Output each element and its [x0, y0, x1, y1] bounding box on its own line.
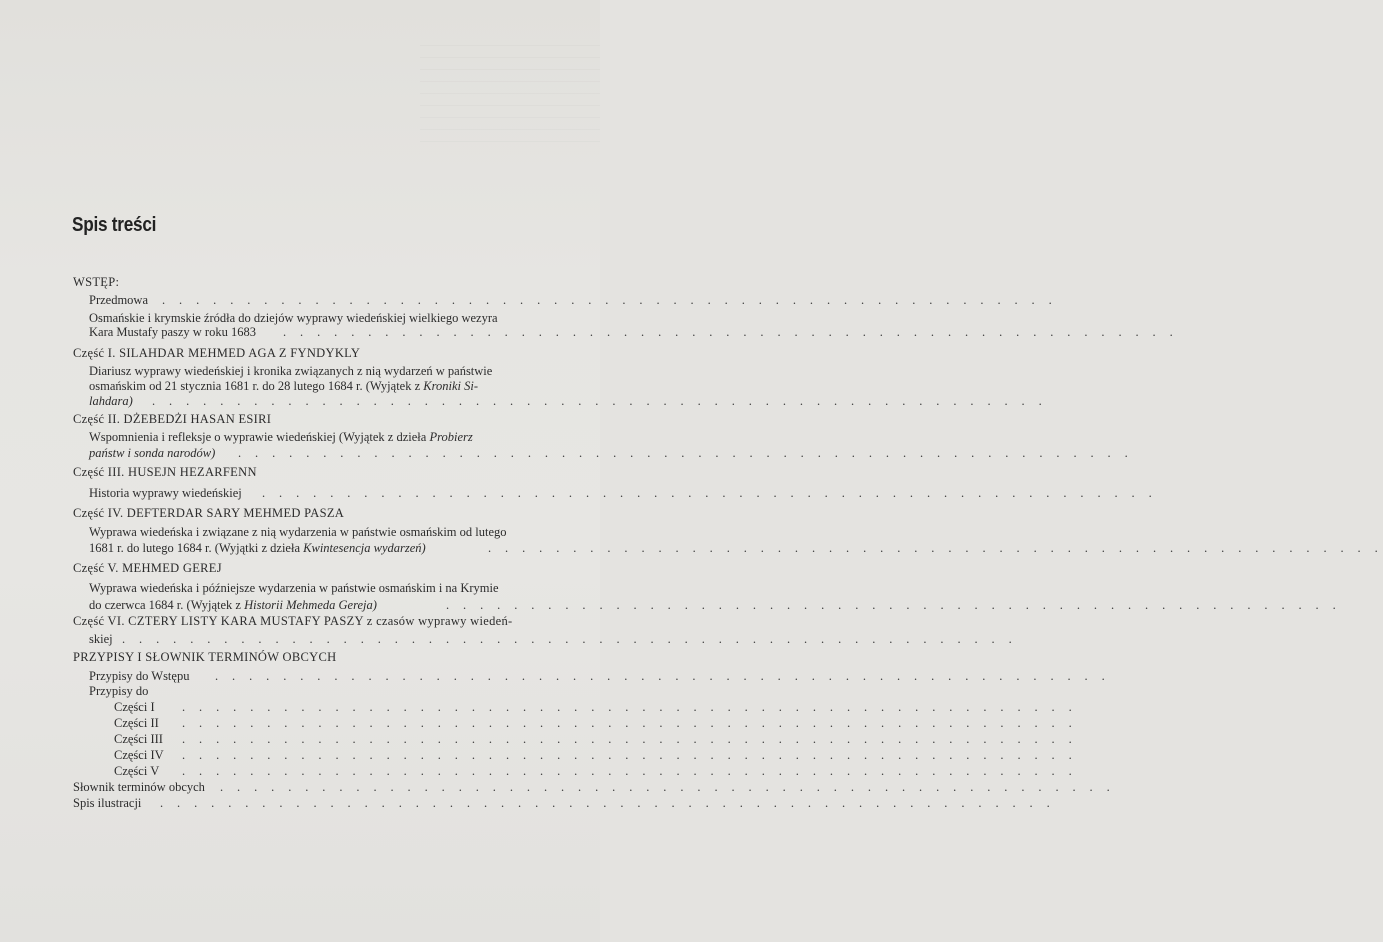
entry-text-italic: Kroniki Si- — [423, 379, 479, 393]
leader-dots: . . . . . . . . . . . . . . . . . . . . . . . . . . . . . . . . . . . . . . . . . . . . . . . . . . . . . — [283, 325, 1179, 339]
leader-dots: . . . . . . . . . . . . . . . . . . . . . . . . . . . . . . . . . . . . . . . . . . . . . . . . . . . . . — [215, 669, 1111, 683]
leader-dots: . . . . . . . . . . . . . . . . . . . . . . . . . . . . . . . . . . . . . . . . . . . . . . . . . . . . . — [182, 748, 1078, 762]
entry-text: Diariusz wyprawy wiedeńskiej i kronika związanych z nią wydarzeń w państwie — [89, 364, 493, 378]
entry-label: Części V — [114, 764, 160, 778]
leader-dots: . . . . . . . . . . . . . . . . . . . . . . . . . . . . . . . . . . . . . . . . . . . . . . . . . . . . . — [152, 394, 1048, 408]
leader-dots: . . . . . . . . . . . . . . . . . . . . . . . . . . . . . . . . . . . . . . . . . . . . . . . . . . . . . — [160, 796, 1056, 810]
entry-text-roman: do czerwca 1684 r. (Wyjątek z — [89, 598, 245, 612]
part-heading: Część I. SILAHDAR MEHMED AGA Z FYNDYKLY — [73, 346, 361, 360]
entry-text: skiej — [89, 632, 113, 646]
leader-dots: . . . . . . . . . . . . . . . . . . . . . . . . . . . . . . . . . . . . . . . . . . . . . . . . . . . . . — [220, 780, 1116, 794]
entry-text: Wyprawa wiedeńska i związane z nią wydarzenia w państwie osmańskim od lutego — [89, 525, 507, 539]
entry-text-italic: Historii Mehmeda Gereja) — [244, 598, 377, 612]
part-heading: Część V. MEHMED GEREJ — [73, 561, 222, 575]
part-heading: Część IV. DEFTERDAR SARY MEHMED PASZA — [73, 506, 345, 520]
entry-text — [89, 598, 377, 612]
entry-text — [89, 379, 478, 393]
entry-label: Słownik terminów obcych — [73, 780, 205, 794]
entry-label: Spis ilustracji — [73, 796, 142, 810]
leader-dots: . . . . . . . . . . . . . . . . . . . . . . . . . . . . . . . . . . . . . . . . . . . . . . . . . . . . . — [182, 732, 1078, 746]
entry-label: Przypisy do Wstępu — [89, 669, 190, 683]
entry-text-italic: Probierz — [429, 430, 473, 444]
entry-label: Części IV — [114, 748, 164, 762]
leader-dots: . . . . . . . . . . . . . . . . . . . . . . . . . . . . . . . . . . . . . . . . . . . . . . . . . . . . . — [162, 293, 1058, 307]
entry-label: Części II — [114, 716, 159, 730]
entry-label: Przypisy do — [89, 684, 149, 698]
part-heading: Część III. HUSEJN HEZARFENN — [73, 465, 257, 479]
part-heading: Część VI. CZTERY LISTY KARA MUSTAFY PASZY z czasów wyprawy wiedeń- — [73, 614, 513, 628]
notes-heading: PRZYPISY I SŁOWNIK TERMINÓW OBCYCH — [73, 650, 337, 664]
entry-text: Kara Mustafy paszy w roku 1683 — [89, 325, 256, 339]
page-title: Spis treści — [72, 214, 157, 236]
entry-text: Osmańskie i krymskie źródła do dziejów wyprawy wiedeńskiej wielkiego wezyra — [89, 311, 498, 325]
entry-text: Historia wyprawy wiedeńskiej — [89, 486, 242, 500]
entry-text-italic: lahdara) — [89, 394, 133, 408]
leader-dots: . . . . . . . . . . . . . . . . . . . . . . . . . . . . . . . . . . . . . . . . . . . . . . . . . . . . . — [122, 632, 1018, 646]
entry-text-italic: państw i sonda narodów) — [89, 446, 216, 460]
entry-label: Części III — [114, 732, 163, 746]
entry-text — [89, 541, 426, 555]
entry-text-italic: Kwintesencja wydarzeń) — [303, 541, 426, 555]
leader-dots: . . . . . . . . . . . . . . . . . . . . . . . . . . . . . . . . . . . . . . . . . . . . . . . . . . . . . — [446, 598, 1342, 612]
leader-dots: . . . . . . . . . . . . . . . . . . . . . . . . . . . . . . . . . . . . . . . . . . . . . . . . . . . . . — [262, 486, 1158, 500]
entry-text-roman: 1681 r. do lutego 1684 r. (Wyjątki z dzieła — [89, 541, 304, 555]
intro-heading: WSTĘP: — [73, 275, 120, 289]
entry-text: Wyprawa wiedeńska i późniejsze wydarzenia w państwie osmańskim i na Krymie — [89, 581, 499, 595]
leader-dots: . . . . . . . . . . . . . . . . . . . . . . . . . . . . . . . . . . . . . . . . . . . . . . . . . . . . . — [182, 764, 1078, 778]
entry-text-roman: Wspomnienia i refleksje o wyprawie wiedeńskiej (Wyjątek z dzieła — [89, 430, 430, 444]
entry-label: Części I — [114, 700, 155, 714]
leader-dots: . . . . . . . . . . . . . . . . . . . . . . . . . . . . . . . . . . . . . . . . . . . . . . . . . . . . . — [182, 700, 1078, 714]
leader-dots: . . . . . . . . . . . . . . . . . . . . . . . . . . . . . . . . . . . . . . . . . . . . . . . . . . . . . — [488, 541, 1383, 555]
entry-text — [89, 430, 473, 444]
bleed-through-text — [420, 45, 600, 145]
leader-dots: . . . . . . . . . . . . . . . . . . . . . . . . . . . . . . . . . . . . . . . . . . . . . . . . . . . . . — [182, 716, 1078, 730]
leader-dots: . . . . . . . . . . . . . . . . . . . . . . . . . . . . . . . . . . . . . . . . . . . . . . . . . . . . . — [238, 446, 1134, 460]
part-heading: Część II. DŻEBEDŻI HASAN ESIRI — [73, 412, 272, 426]
entry-text-roman: osmańskim od 21 stycznia 1681 r. do 28 lutego 1684 r. (Wyjątek z — [89, 379, 424, 393]
entry-label: Przedmowa — [89, 293, 149, 307]
